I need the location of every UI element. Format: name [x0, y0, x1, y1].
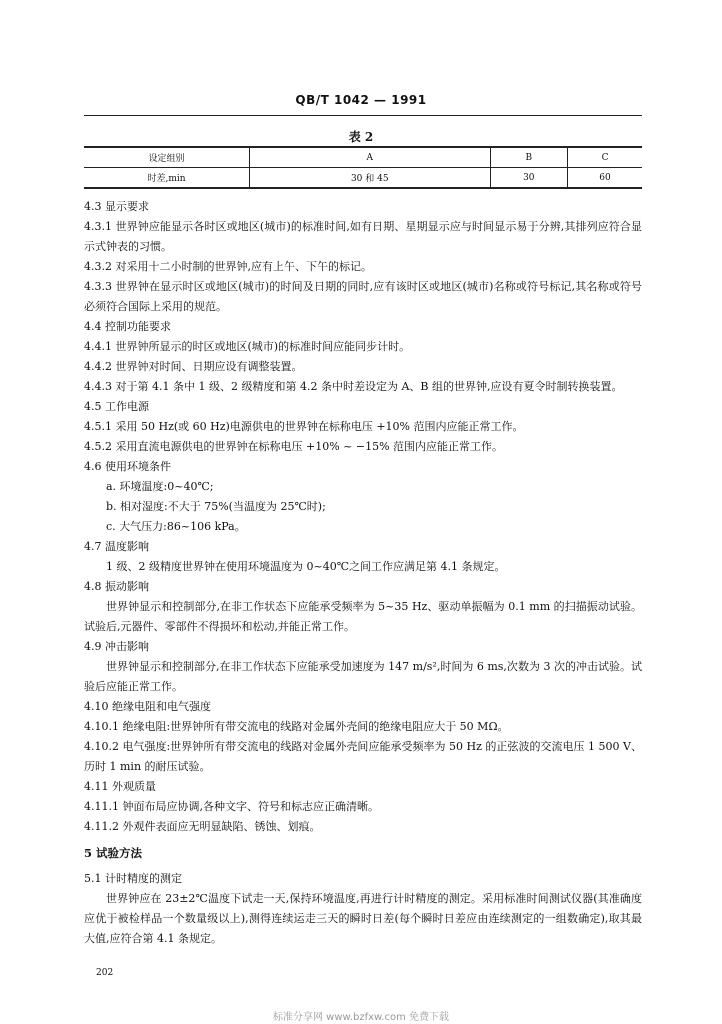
body-text [84, 197, 642, 949]
clause-paragraph: 世界钟应在 23±2℃温度下试走一天,保持环境温度,再进行计时精度的测定。采用标准时间测试仪器(其准确度应优于被检样品一个数量级以上),测得连续运走三天的瞬时日差(每个瞬时日差应由连续测定的一组数确定),取其最大值,应符合第 4.1 条规定。 [84, 892, 642, 945]
clause-paragraph: 4.11.1 钟面布局应协调,各种文字、符号和标志应正确清晰。 [84, 800, 379, 813]
table-row [84, 147, 642, 168]
table-cell: A [250, 147, 491, 168]
clause-paragraph: 4.5.1 采用 50 Hz(或 60 Hz)电源供电的世界钟在标称电压 +10% 范围内应能正常工作。 [84, 420, 524, 433]
section-heading: 4.7 温度影响 [84, 540, 149, 553]
list-item: c. 大气压力:86~106 kPa。 [106, 520, 246, 533]
table-cell: 30 [490, 168, 568, 189]
section-heading: 4.6 使用环境条件 [84, 460, 171, 473]
table-cell: 60 [568, 168, 642, 189]
clause-paragraph: 4.11.2 外观件表面应无明显缺陷、锈蚀、划痕。 [84, 820, 321, 833]
table-cell: C [568, 147, 642, 168]
main-section-heading: 5 试验方法 [84, 846, 143, 860]
clause-paragraph: 4.3.2 对采用十二小时制的世界钟,应有上午、下午的标记。 [84, 260, 372, 273]
clause-paragraph: 世界钟显示和控制部分,在非工作状态下应能承受加速度为 147 m/s²,时间为 6 ms,次数为 3 次的冲击试验。试验后应能正常工作。 [84, 660, 642, 693]
header-rule [84, 115, 642, 116]
table-cell: 时差,min [84, 168, 250, 189]
table-cell: 设定组别 [84, 147, 250, 168]
list-item: a. 环境温度:0~40℃; [106, 480, 214, 493]
table-title: 表 2 [348, 130, 374, 144]
clause-paragraph: 4.5.2 采用直流电源供电的世界钟在标称电压 +10% ~ −15% 范围内应能正常工作。 [84, 440, 504, 453]
table-cell: B [490, 147, 568, 168]
clause-paragraph: 4.3.1 世界钟应能显示各时区或地区(城市)的标准时间,如有日期、星期显示应与时间显示易于分辨,其排列应符合显示式钟表的习惯。 [84, 220, 642, 253]
clause-paragraph: 4.10.2 电气强度:世界钟所有带交流电的线路对金属外壳间应能承受频率为 50 Hz 的正弦波的交流电压 1 500 V、历时 1 min 的耐压试验。 [84, 740, 642, 773]
standard-code: QB/T 1042 — 1991 [295, 93, 427, 107]
clause-paragraph: 4.4.1 世界钟所显示的时区或地区(城市)的标准时间应能同步计时。 [84, 340, 411, 353]
section-heading: 4.10 绝缘电阻和电气强度 [84, 700, 211, 713]
clause-paragraph: 世界钟显示和控制部分,在非工作状态下应能承受频率为 5~35 Hz、驱动单振幅为 0.1 mm 的扫描振动试验。试验后,元器件、零部件不得损坏和松动,并能正常工作。 [84, 600, 642, 633]
spec-table [84, 146, 642, 189]
clause-paragraph: 4.4.3 对于第 4.1 条中 1 级、2 级精度和第 4.2 条中时差设定为 A、B 组的世界钟,应设有夏令时制转换装置。 [84, 380, 623, 393]
section-heading: 4.4 控制功能要求 [84, 320, 171, 333]
section-heading: 5.1 计时精度的测定 [84, 872, 182, 885]
watermark-text: 标准分享网 www.bzfxw.com 免费下载 [273, 1012, 449, 1023]
page-number: 202 [96, 968, 114, 978]
table-cell: 30 和 45 [250, 168, 491, 189]
clause-paragraph: 1 级、2 级精度世界钟在使用环境温度为 0~40℃之间工作应满足第 4.1 条规定。 [106, 560, 506, 573]
list-item: b. 相对湿度:不大于 75%(当温度为 25℃时); [106, 500, 326, 513]
clause-paragraph: 4.3.3 世界钟在显示时区或地区(城市)的时间及日期的同时,应有该时区或地区(城市)名称或符号标记,其名称或符号必须符合国际上采用的规范。 [84, 280, 642, 313]
clause-paragraph: 4.10.1 绝缘电阻:世界钟所有带交流电的线路对金属外壳间的绝缘电阻应大于 50 MΩ。 [84, 720, 509, 733]
table-row [84, 168, 642, 189]
section-heading: 4.5 工作电源 [84, 400, 149, 413]
section-heading: 4.3 显示要求 [84, 200, 149, 213]
section-heading: 4.9 冲击影响 [84, 640, 149, 653]
section-heading: 4.8 振动影响 [84, 580, 149, 593]
clause-paragraph: 4.4.2 世界钟对时间、日期应设有调整装置。 [84, 360, 303, 373]
section-heading: 4.11 外观质量 [84, 780, 156, 793]
